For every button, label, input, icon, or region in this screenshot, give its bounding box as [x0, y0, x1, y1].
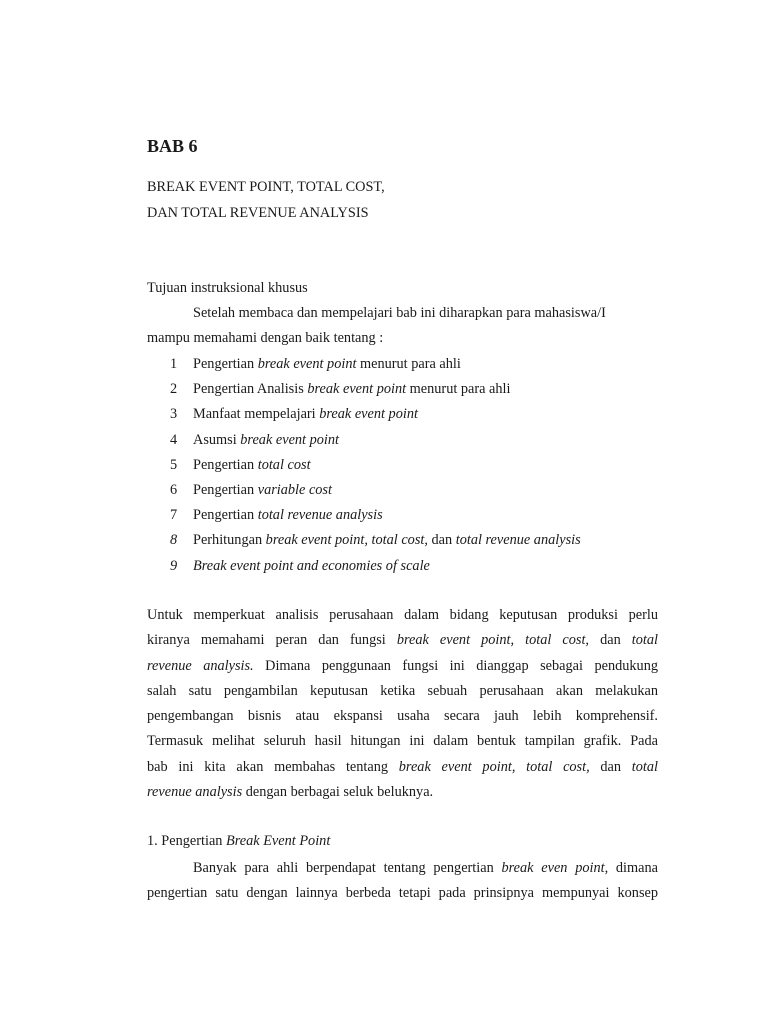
- list-item-number: 2: [170, 381, 178, 398]
- chapter-number: BAB 6: [147, 136, 198, 156]
- chapter-title-line-1: BREAK EVENT POINT, TOTAL COST,: [147, 179, 385, 195]
- list-item-number: 8: [170, 532, 178, 549]
- paragraph-line: salah satu pengambilan keputusan ketika sebuah perusahaan akan melakukan: [147, 682, 658, 699]
- chapter-title-line-2: DAN TOTAL REVENUE ANALYSIS: [147, 205, 369, 221]
- list-item-text: Manfaat mempelajari break event point: [193, 406, 418, 423]
- list-item-number: 6: [170, 481, 178, 498]
- list-item-text: Pengertian variable cost: [193, 481, 332, 498]
- list-item-number: 3: [170, 406, 178, 423]
- paragraph-line: pengembangan bisnis atau ekspansi usaha secara jauh lebih komprehensif.: [147, 708, 658, 725]
- list-item-text: Pengertian break event point menurut para ahli: [193, 356, 461, 372]
- list-item-text: Asumsi break event point: [193, 431, 339, 448]
- list-item-number: 5: [170, 456, 178, 473]
- paragraph-line: kiranya memahami peran dan fungsi break event point, total cost, dan total: [147, 632, 658, 649]
- paragraph-line: bab ini kita akan membahas tentang break event point, total cost, dan total: [147, 758, 658, 775]
- list-item-number: 1: [170, 356, 178, 372]
- paragraph-line: revenue analysis. Dimana penggunaan fungsi ini dianggap sebagai pendukung: [147, 657, 658, 674]
- paragraph-line: Termasuk melihat seluruh hasil hitungan ini dalam bentuk tampilan grafik. Pada: [147, 733, 658, 750]
- intro-paragraph: [147, 603, 658, 805]
- section-paragraph: [147, 856, 658, 907]
- paragraph-line: Untuk memperkuat analisis perusahaan dalam bidang keputusan produksi perlu: [147, 607, 658, 623]
- list-item-text: Pengertian Analisis break event point menurut para ahli: [193, 381, 511, 398]
- list-item-number: 4: [170, 431, 178, 448]
- intro-line-1: Setelah membaca dan mempelajari bab ini diharapkan para mahasiswa/I: [193, 305, 606, 321]
- list-item-text: Perhitungan break event point, total cost, dan total revenue analysis: [193, 532, 581, 549]
- paragraph-line: Banyak para ahli berpendapat tentang pengertian break even point, dimana: [193, 860, 658, 876]
- list-item-text: Pengertian total revenue analysis: [193, 507, 383, 524]
- list-item-number: 9: [170, 557, 178, 574]
- list-item-text: Break event point and economies of scale: [193, 557, 430, 574]
- list-item-text: Pengertian total cost: [193, 456, 311, 473]
- section-heading: 1. Pengertian Break Event Point: [147, 833, 331, 849]
- paragraph-line: pengertian satu dengan lainnya berbeda tetapi pada prinsipnya mempunyai konsep: [147, 885, 658, 902]
- intro-line-2: mampu memahami dengan baik tentang :: [147, 330, 384, 346]
- objectives-heading: Tujuan instruksional khusus: [147, 280, 308, 296]
- paragraph-line: revenue analysis dengan berbagai seluk beluknya.: [147, 784, 434, 801]
- list-item-number: 7: [170, 507, 178, 524]
